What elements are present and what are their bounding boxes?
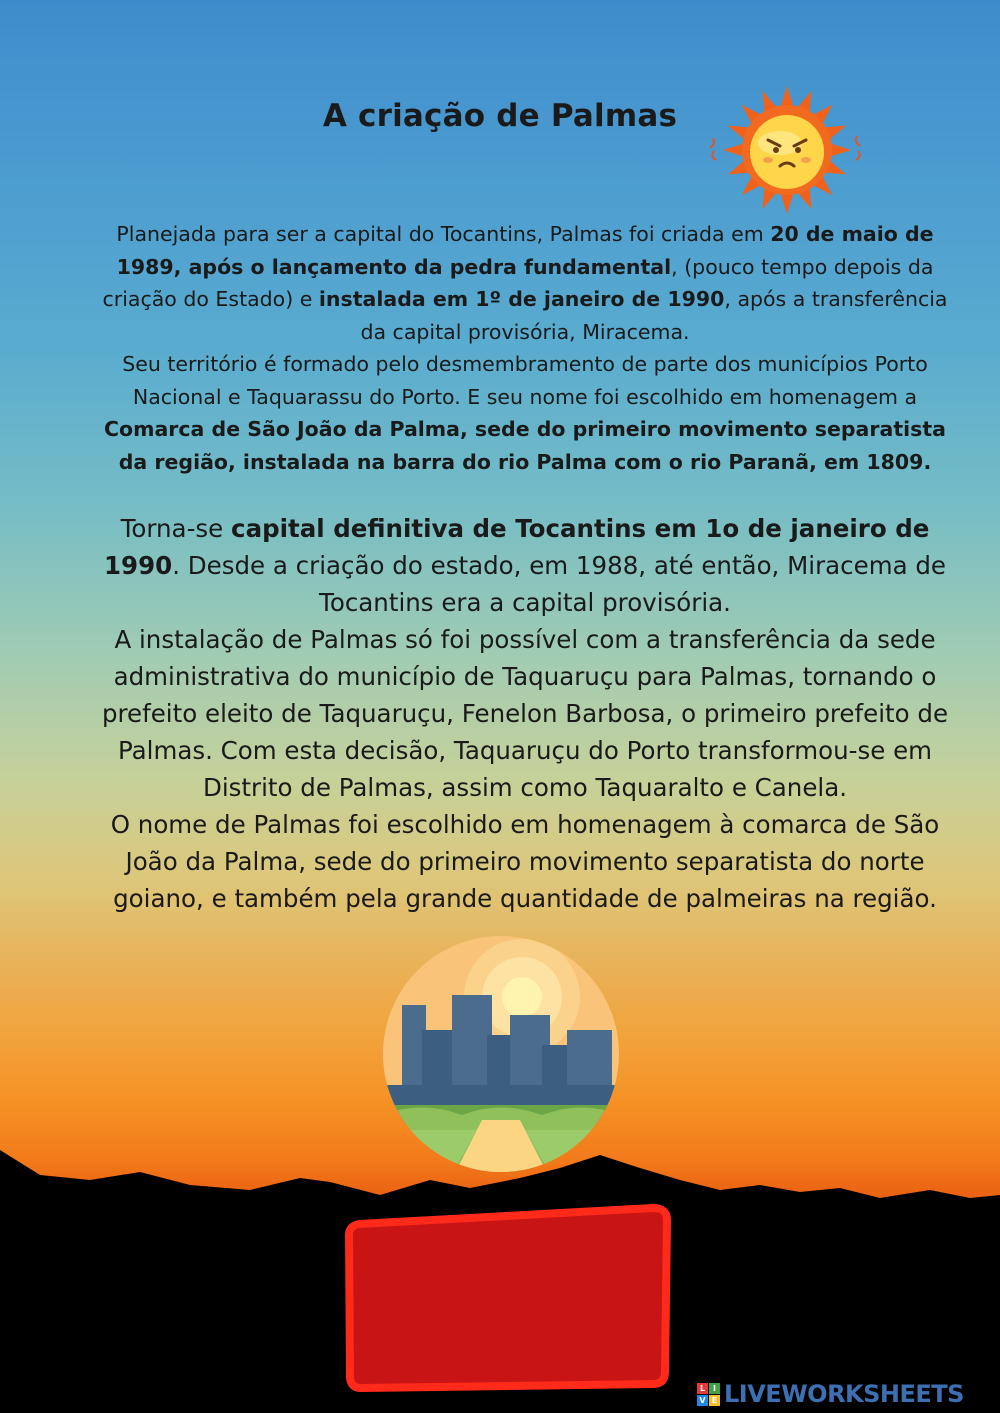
text-run: , (pouco tempo depois da criação do Estado) e [102, 254, 934, 311]
bold-text-run: 20 de maio de 1989, após o lançamento da pedra fundamental [116, 222, 934, 279]
text-run: Seu território é formado pelo desmembramento de parte dos municípios Porto Nacional e Taquarassu do Porto. E seu nome foi escolhido em homenagem a [122, 352, 928, 409]
page-title: A criação de Palmas [322, 98, 678, 134]
text-run: , após a transferência da capital provisória, Miracema. [360, 287, 948, 344]
logo-letter: V [697, 1395, 708, 1406]
logo-letter: L [697, 1383, 708, 1394]
logo-letter: I [709, 1383, 720, 1394]
text-run: Planejada para ser a capital do Tocantins, Palmas foi criada em [116, 222, 771, 246]
bold-text-run: instalada em 1º de janeiro de 1990 [318, 287, 725, 311]
bold-text-run: Comarca de São João da Palma, sede do primeiro movimento separatista da região, instalada na barra do rio Palma com o rio Paranã, em 1809. [103, 417, 947, 474]
text-run: A instalação de Palmas só foi possível com a transferência da sede administrativa do município de Taquaruçu para Palmas, tornando o prefeito eleito de Taquaruçu, Fenelon Barbosa, o primeiro prefeito de Palmas. Com esta decisão, Taquaruçu do Porto transformou-se em Distrito de Palmas, assim como Taquaralto e Canela. [101, 625, 949, 802]
text-run: . Desde a criação do estado, em 1988, até então, Miracema de Tocantins era a capital provisória. [172, 551, 946, 617]
text-run: O nome de Palmas foi escolhido em homenagem à comarca de São João da Palma, sede do primeiro movimento separatista do norte goiano, e também pela grande quantidade de palmeiras na região. [110, 810, 940, 913]
angry-sun-icon [700, 80, 875, 220]
city-sunset-icon [382, 935, 620, 1173]
history-paragraph [95, 510, 955, 917]
bold-text-run: capital definitiva de Tocantins em 1o de janeiro de 1990 [103, 514, 930, 580]
liveworksheets-logo [697, 1378, 964, 1410]
intro-paragraph [95, 218, 955, 478]
logo-text: LIVEWORKSHEETS [724, 1380, 964, 1408]
liveworksheets-logo-icon [697, 1383, 720, 1406]
answer-input-box[interactable] [335, 1200, 680, 1395]
logo-letter: E [709, 1395, 720, 1406]
text-run: Torna-se [120, 514, 232, 543]
